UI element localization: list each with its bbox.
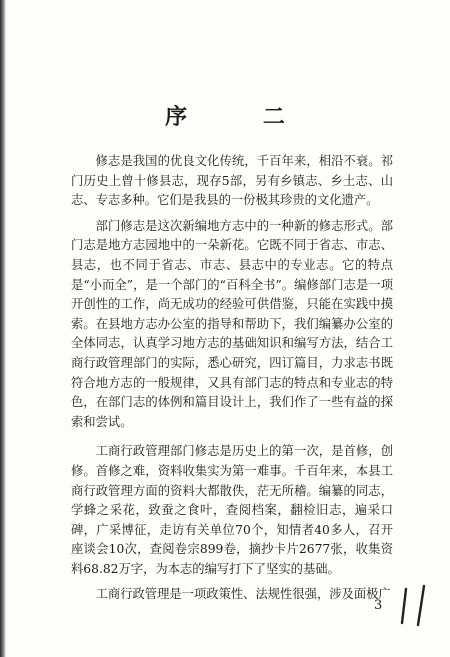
paragraph-1: 修志是我国的优良文化传统，千百年来，相沿不衰。祁门历史上曾十修县志，现存5部，另有乡镇志、乡土志、山志、专志多种。它们是我县的一份极其珍贵的文化遗产。 (71, 154, 393, 208)
page-binding-edge (0, 0, 6, 657)
paragraph-4: 工商行政管理是一项政策性、法规性很强，涉及面极广 (95, 587, 391, 602)
paragraph-2: 部门修志是这次新编地方志中的一种新的修志形式。部门志是地方志园地中的一朵新花。它既不同于省志、市志、县志，也不同于省志、市志、县志中的专业志。它的特点是“小而全”，是一个部门的“百科全书”。编修部门志是一项开创性的工作，尚无成功的经验可供借鉴，只能在实践中摸索。在县地方志办公室的指导和帮助下，我们编纂办公室的全体同志，认真学习地方志的基础知识和编写方法，结合工商行政管理部门的实际，悉心研究，四订篇目，力求志书既符合地方志的一般规律，又具有部门志的特点和专业志的特色，在部门志的体例和篇目设计上，我们作了一些有益的探索和尝试。 (71, 218, 393, 429)
body-text (71, 152, 393, 611)
page-number: 3 (374, 598, 383, 613)
handwritten-mark (394, 583, 438, 627)
page-title: 序 二 (165, 104, 319, 130)
paragraph-3: 工商行政管理部门修志是历史上的第一次，是首修，创修。首修之难，资料收集实为第一难事。千百年来，本县工商行政管理方面的资料大都散佚，茫无所稽。编纂的同志，学蜂之采花，致蚕之食叶，查阅档案，翻检旧志，遍采口碑，广采博征，走访有关单位70个，知情者40多人，召开座谈会10次，查阅卷宗899卷，摘抄卡片2677张，收集资料68.82万字，为本志的编写打下了坚实的基础。 (71, 444, 393, 576)
